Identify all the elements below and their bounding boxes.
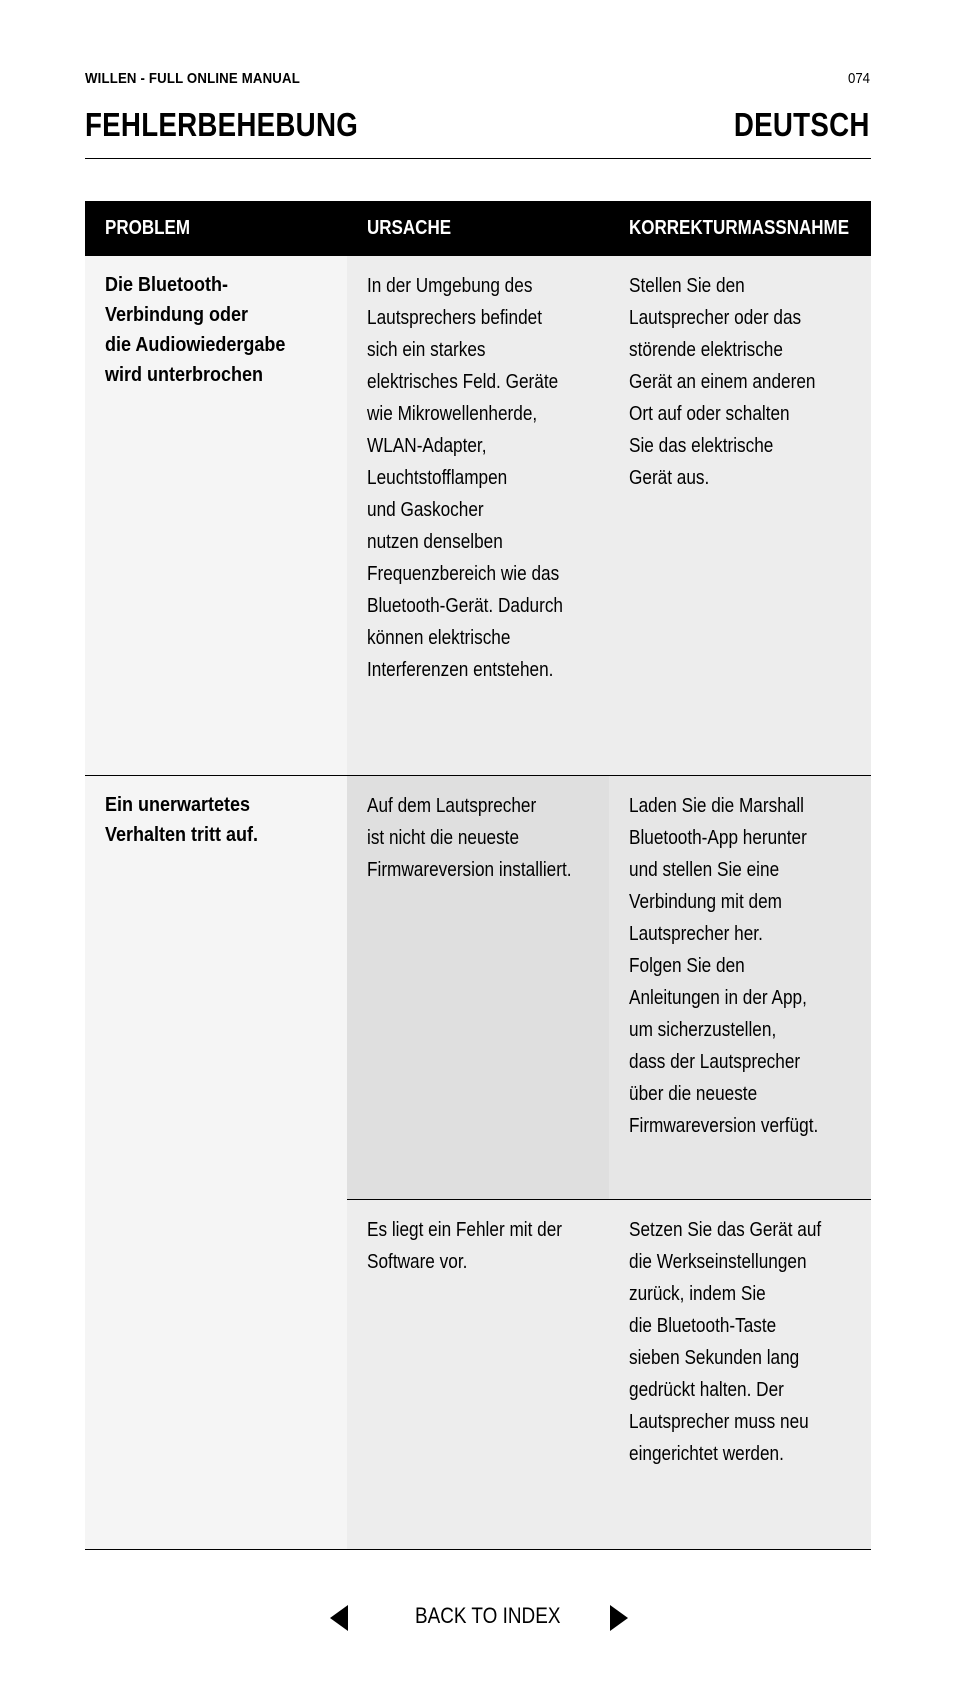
problem-text: Ein unerwartetes Verhalten tritt auf. [105,794,259,846]
page-number: 074 [847,70,870,87]
table-row [347,256,871,775]
solution-cell [609,776,871,1199]
section-title: FEHLERBEHEBUNG [85,106,359,143]
cause-cell [347,1200,609,1549]
solution-cell [609,256,871,775]
triangle-right-icon[interactable] [610,1605,628,1631]
table-header [85,201,871,256]
header-divider [85,158,871,159]
column-header-problem: PROBLEM [105,217,190,239]
manual-title: WILLEN - FULL ONLINE MANUAL [85,70,300,87]
language-title: DEUTSCH [734,106,870,143]
table-row [347,776,871,1199]
problem-text: Die Bluetooth- Verbindung oder die Audiowiedergabe wird unterbrochen [105,274,286,386]
troubleshooting-table [85,201,871,1550]
cause-text: In der Umgebung des Lautsprechers befindet sich ein starkes elektrisches Feld. Geräte wie Mikrowellenherde, WLAN-Adapter, Leuchtstofflampen und Gaskocher nutzen denselben Frequenzbereich wie das Bluetooth-Gerät. Dadurch können elektrische Interferenzen entstehen. [367,275,563,681]
solution-cell [609,1200,871,1549]
problem-cell [85,256,347,775]
table-row-group [85,776,871,1550]
cause-text: Es liegt ein Fehler mit der Software vor. [367,1219,563,1273]
triangle-left-icon[interactable] [330,1605,348,1631]
column-header-cause: URSACHE [367,217,452,239]
table-row-group [85,256,871,776]
solution-text: Stellen Sie den Lautsprecher oder das störende elektrische Gerät an einem anderen Ort auf oder schalten Sie das elektrische Gerät aus. [629,275,816,489]
column-header-solution: KORREKTURMASSNAHME [629,217,850,239]
cause-text: Auf dem Lautsprecher ist nicht die neueste Firmwareversion installiert. [367,795,572,881]
solution-text: Laden Sie die Marshall Bluetooth-App herunter und stellen Sie eine Verbindung mit dem Lautsprecher her. Folgen Sie den Anleitungen in der App, um sicherzustellen, dass der Lautsprecher über die neueste Firmwareversion verfügt. [629,795,819,1137]
cause-cell [347,776,609,1199]
problem-cell [85,776,347,1549]
back-to-index-link[interactable]: BACK TO INDEX [415,1603,561,1628]
cause-cell [347,256,609,775]
solution-text: Setzen Sie das Gerät auf die Werkseinstellungen zurück, indem Sie die Bluetooth-Taste sieben Sekunden lang gedrückt halten. Der Lautsprecher muss neu eingerichtet werden. [629,1219,822,1465]
table-row [347,1199,871,1549]
footer-navigation [0,1595,954,1639]
